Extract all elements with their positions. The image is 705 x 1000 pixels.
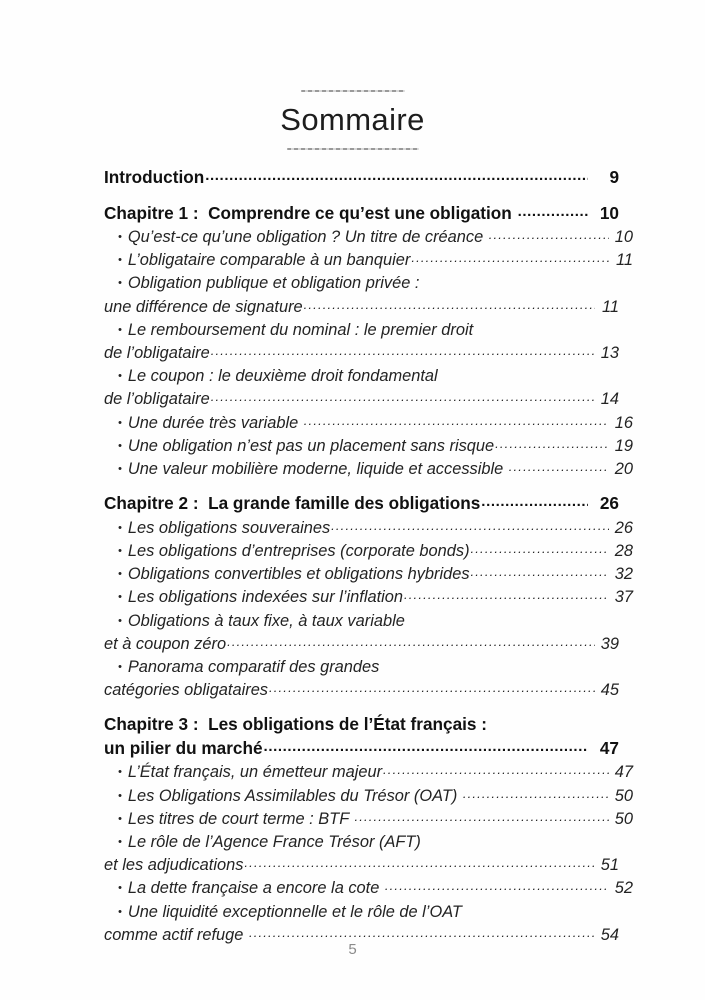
toc-entry-text: Chapitre 3 : Les obligations de l’État français :	[104, 714, 487, 735]
toc-page-number: 20	[614, 460, 633, 479]
dot-leader	[404, 583, 609, 606]
toc-entry-text: Panorama comparatif des grandes	[127, 657, 380, 676]
ornament-rule-bottom	[0, 146, 705, 152]
toc-page-number: 52	[614, 879, 633, 898]
toc-entry-text: Chapitre 1 : Comprendre ce qu’est une obligation	[104, 202, 517, 223]
title-block	[0, 88, 705, 152]
toc-page-number: 10	[614, 228, 633, 246]
toc-page-number: 19	[614, 436, 633, 455]
toc-entry-line	[104, 458, 633, 481]
bullet-icon: •	[118, 591, 122, 604]
bullet-icon: •	[118, 905, 122, 918]
dot-leader	[385, 874, 609, 897]
toc-page-number: 32	[614, 565, 633, 584]
bullet-icon: •	[118, 521, 122, 534]
toc-entry-text: Qu’est-ce qu’une obligation ? Un titre de créance	[127, 228, 488, 246]
toc-entry-text: Chapitre 2 : La grande famille des obligations	[104, 493, 481, 514]
bullet-icon: •	[118, 568, 122, 581]
table-of-contents	[104, 166, 633, 947]
bullet-icon: •	[118, 544, 122, 557]
dot-leader	[471, 537, 609, 560]
toc-subentry[interactable]	[104, 586, 633, 609]
toc-page-number: 13	[600, 344, 619, 363]
dot-leader	[481, 489, 588, 514]
bullet-icon: •	[118, 323, 122, 336]
toc-entry-text: Les obligations indexées sur l’inflation	[127, 588, 404, 607]
toc-page-number: 37	[614, 588, 633, 607]
toc-entry-text: de l’obligataire	[104, 344, 210, 363]
toc-page-number: 54	[600, 925, 619, 944]
toc-entry-text: de l’obligataire	[104, 390, 210, 409]
bullet-icon: •	[118, 254, 122, 267]
toc-subentry[interactable]	[104, 656, 619, 702]
toc-entry-text: Les obligations souveraines	[127, 518, 331, 537]
toc-entry-text: Les Obligations Assimilables du Trésor (OAT)	[127, 786, 462, 805]
toc-page-number: 10	[599, 202, 619, 223]
toc-entry-line	[104, 296, 619, 319]
dot-leader	[227, 630, 595, 653]
dot-leader	[383, 758, 609, 781]
toc-entry-text: Une valeur mobilière moderne, liquide et accessible	[127, 460, 508, 479]
toc-entry-text: Obligation publique et obligation privée :	[127, 274, 420, 293]
toc-entry-text: Le coupon : le deuxième droit fondamental	[127, 367, 438, 386]
toc-page-number: 39	[600, 634, 619, 653]
dot-leader	[489, 223, 609, 246]
toc-entry-text: Les titres de court terme : BTF	[127, 809, 354, 828]
toc-entry-text: Obligations à taux fixe, à taux variable	[127, 611, 405, 630]
toc-entry-text: un pilier du marché	[104, 737, 263, 758]
toc-page-number: 11	[615, 251, 633, 270]
dot-leader	[269, 676, 595, 699]
toc-entry-text: Le remboursement du nominal : le premier droit	[127, 320, 474, 339]
toc-page-number: 26	[599, 493, 619, 514]
toc-entry-line	[104, 166, 619, 191]
toc-entry-text: Une liquidité exceptionnelle et le rôle de l’OAT	[127, 902, 462, 921]
toc-entry-line	[104, 249, 633, 272]
dot-leader	[354, 805, 609, 828]
toc-entry-text: Une obligation n’est pas un placement sans risque	[127, 436, 495, 455]
dot-leader	[244, 851, 595, 874]
toc-entry-text: Introduction	[104, 167, 205, 187]
bullet-icon: •	[118, 789, 122, 802]
toc-entry-text: Obligations convertibles et obligations hybrides	[127, 565, 470, 584]
dot-leader	[509, 455, 609, 478]
toc-entry-text: L’obligataire comparable à un banquier	[127, 251, 411, 270]
toc-entry-line	[104, 877, 633, 900]
toc-page-number: 9	[609, 167, 619, 187]
toc-page-number: 47	[599, 737, 619, 758]
toc-page-number: 26	[614, 518, 633, 537]
dot-leader	[411, 246, 609, 269]
toc-subentry[interactable]	[104, 808, 633, 831]
dot-leader	[205, 163, 588, 188]
dot-leader	[331, 514, 609, 537]
toc-entry-text: comme actif refuge	[104, 925, 248, 944]
toc-page-number: 11	[601, 297, 619, 316]
bullet-icon: •	[118, 370, 122, 383]
dot-leader	[264, 734, 588, 759]
bullet-icon: •	[118, 231, 122, 243]
bullet-icon: •	[118, 812, 122, 825]
dot-leader	[471, 560, 609, 583]
dot-leader	[211, 385, 595, 408]
toc-heading[interactable]	[104, 713, 619, 761]
toc-entry-text: L’État français, un émetteur majeur	[127, 763, 383, 782]
toc-entry-text: catégories obligataires	[104, 681, 269, 700]
toc-subentry[interactable]	[104, 365, 619, 411]
bullet-icon: •	[118, 660, 122, 673]
bullet-icon: •	[118, 463, 122, 476]
toc-entry-line	[104, 808, 633, 831]
toc-page-number: 45	[600, 681, 619, 700]
ornament-rule-top	[0, 88, 705, 94]
toc-entry-line	[104, 342, 619, 365]
toc-page-number: 16	[614, 413, 633, 432]
bullet-icon: •	[118, 766, 122, 779]
toc-entry-line	[104, 633, 619, 656]
toc-subentry[interactable]	[104, 272, 619, 318]
toc-subentry[interactable]	[104, 610, 619, 656]
toc-subentry[interactable]	[104, 831, 619, 877]
toc-subentry[interactable]	[104, 319, 619, 365]
bullet-icon: •	[118, 614, 122, 627]
bullet-icon: •	[118, 416, 122, 429]
toc-entry-text: et les adjudications	[104, 856, 244, 875]
toc-entry-text: Une durée très variable	[127, 413, 303, 432]
toc-subentry[interactable]	[104, 249, 633, 272]
toc-entry-text: une différence de signature	[104, 297, 303, 316]
page-title: Sommaire	[280, 102, 425, 137]
bullet-icon: •	[118, 835, 122, 848]
toc-page-number: 50	[614, 786, 633, 805]
toc-heading[interactable]	[104, 166, 619, 191]
dot-leader	[304, 293, 595, 316]
bullet-icon: •	[118, 439, 122, 452]
toc-entry-text: et à coupon zéro	[104, 634, 227, 653]
toc-entry-line	[104, 679, 619, 702]
toc-page-number: 14	[600, 390, 619, 409]
toc-entry-line	[104, 586, 633, 609]
toc-page-number: 47	[614, 763, 633, 782]
toc-subentry[interactable]	[104, 877, 633, 900]
dot-leader	[495, 432, 609, 455]
bullet-icon: •	[118, 882, 122, 895]
dot-leader	[304, 409, 609, 432]
dot-leader	[463, 782, 609, 805]
dot-leader	[211, 339, 595, 362]
page-folio: 5	[348, 941, 357, 958]
toc-page-number: 51	[600, 856, 619, 875]
toc-entry-text: La dette française a encore la cote	[127, 879, 384, 898]
bullet-icon: •	[118, 277, 122, 290]
toc-page-number: 50	[614, 809, 633, 828]
toc-page-number: 28	[614, 541, 633, 560]
toc-subentry[interactable]	[104, 458, 633, 481]
toc-entry-text: Les obligations d’entreprises (corporate bonds)	[127, 541, 470, 560]
dot-leader	[518, 199, 588, 224]
toc-entry-text: Le rôle de l’Agence France Trésor (AFT)	[127, 832, 421, 851]
